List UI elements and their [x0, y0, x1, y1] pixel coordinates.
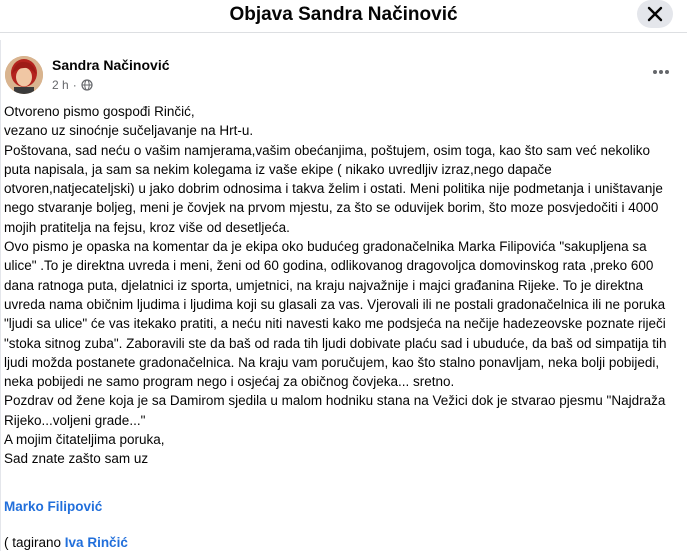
close-button[interactable] — [637, 0, 673, 28]
more-options-icon-dot — [665, 70, 669, 74]
mentioned-profile-link[interactable]: Iva Rinčić — [64, 535, 128, 550]
more-options-button[interactable] — [649, 62, 673, 82]
author-avatar[interactable] — [5, 56, 43, 94]
post-dialog-header — [0, 0, 687, 33]
tag-line — [4, 497, 102, 516]
author-name[interactable]: Sandra Načinović — [52, 57, 170, 73]
post-card — [0, 40, 687, 551]
mention-prefix: ( tagirano — [4, 535, 65, 550]
tagged-profile-link[interactable]: Marko Filipović — [4, 499, 103, 514]
mention-line — [4, 533, 128, 552]
post-text: Otvoreno pismo gospođi Rinčić, vezano uz sinoćnje sučeljavanje na Hrt-u. Poštovana, sad neću o vašim namjerama,vašim obećanjima, poštujem, osim toga, kao što sam već nekoliko puta napisala, ja sam sa nekim kolegama iz vaše ekipe ( nikako uvredljiv izraz,nego dapače otvoren,natjecateljski) u jako dobrim odnosima i takva želim i ostati. Meni politika nije podmetanja i uništavanje nego stvaranje boljeg, meni je čovjek na prvom mjestu, za što se oduvijek borim, što moze posvjedočiti i 4000 mojih pratitelja na fejsu, kroz više od desetljeća. Ovo pismo je opaska na komentar da je ekipa oko budućeg gradonačelnika Marka Filipovića "sakupljena sa ulice" .To je direktna uvreda i meni, ženi od 60 godina, odlikovanog dragovoljca domovinskog rata ,preko 600 dana ratnoga puta, djelatnici iz sporta, umjetnici, na kraju najvažnije i majci građanina Rijeke. To je direktna uvreda nama običnim ljudima i ljudima koji su glasali za vas. Vjerovali ili ne postali gradonačelnica ili ne poruka "ljudi sa ulice" će vas itekako pratiti, a neću niti navesti kako me podsjeća na nečije hadezeovske poznate riječi "stoka sitnog zuba". Zaboravili ste da baš od rada tih ljudi dobivate plaću sad i ubuduće, da baš od simpatija tih ljudi možda postanete gradonačelnica. Na kraju vam poručujem, kao što stalno ponavljam, neka bolji pobijedi, neka pobijedi ne samo program nego i osjećaj za običnog čovjeka... sretno. Pozdrav od žene koja je sa Damirom sjedila u malom hodniku stana na Vežici dok je stvarao pjesmu "Najdraža Rijeko...voljeni grade..." A mojim čitateljima poruka, Sad znate zašto sam uz — [4, 104, 667, 467]
dialog-title: Objava Sandra Načinović — [229, 4, 458, 25]
post-timestamp[interactable]: 2 h — [52, 78, 69, 92]
meta-separator: · — [72, 78, 77, 92]
more-options-icon-dot — [659, 70, 663, 74]
globe-icon — [81, 79, 93, 91]
post-meta — [52, 78, 93, 92]
more-options-icon — [653, 70, 657, 74]
close-icon — [647, 6, 663, 22]
author-photo — [5, 56, 43, 94]
